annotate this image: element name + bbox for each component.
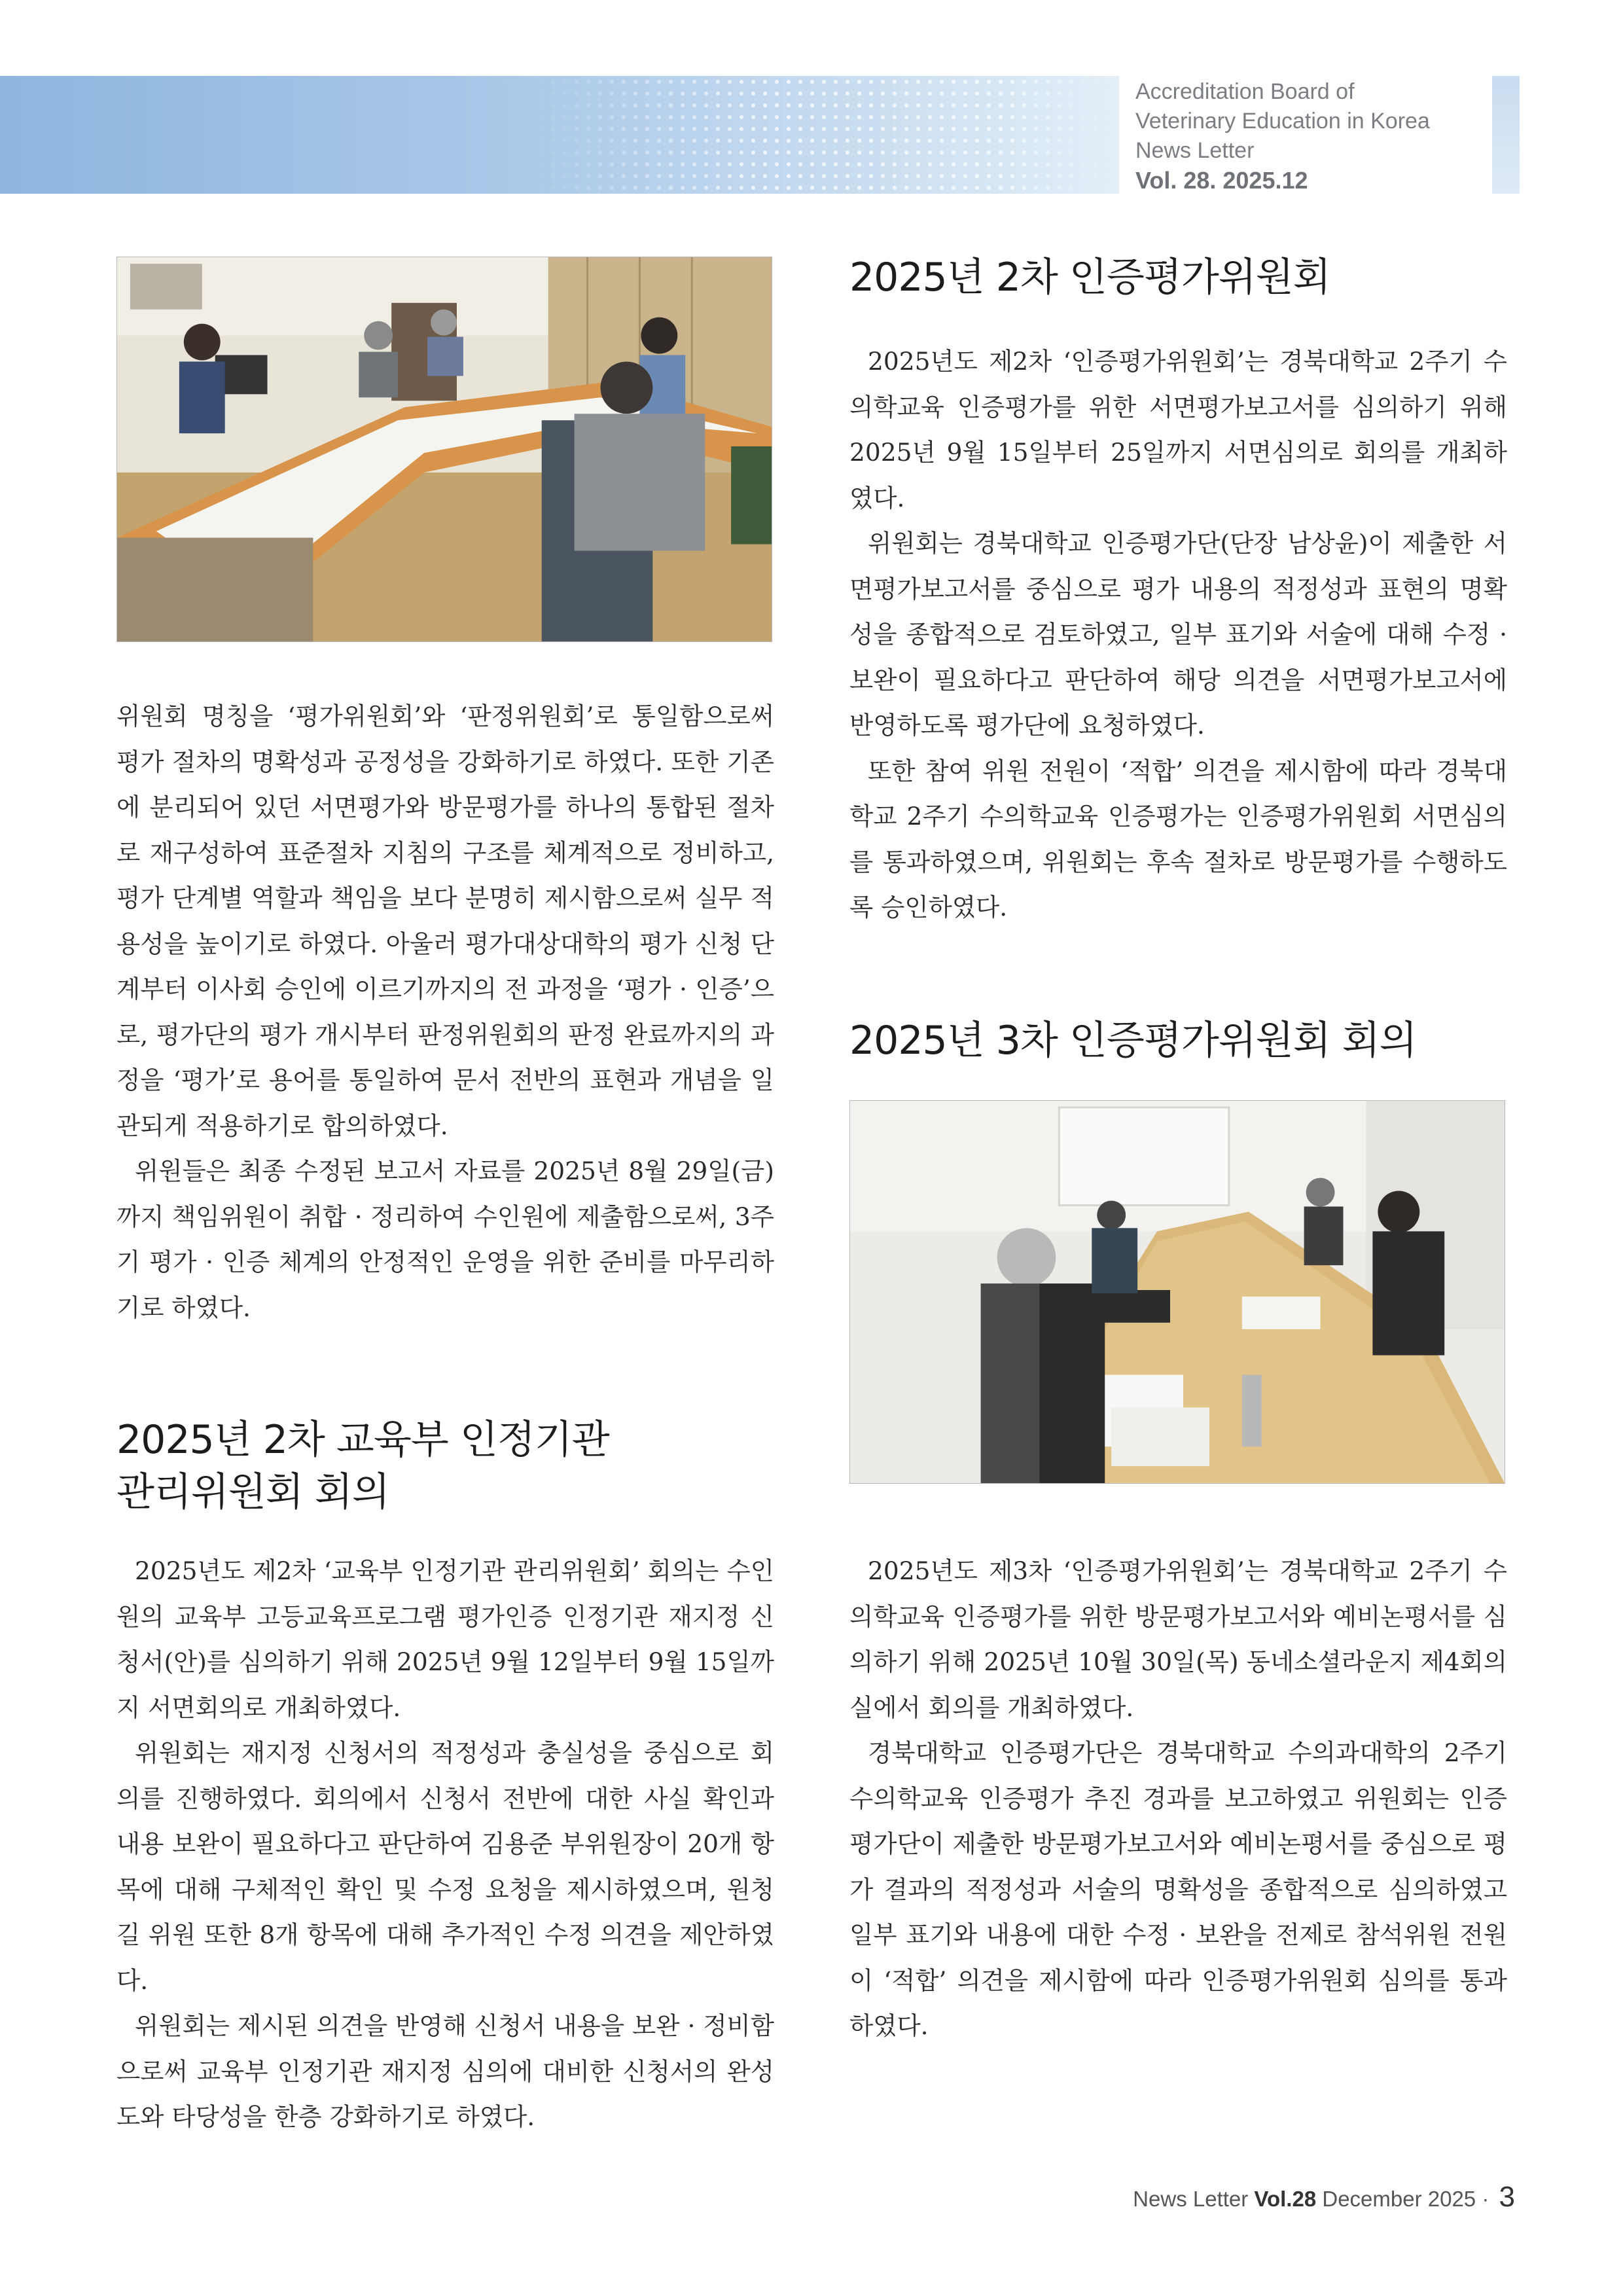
- second-section-text: [849, 339, 1507, 931]
- paragraph: 2025년도 제3차 ‘인증평가위원회’는 경북대학교 2주기 수의학교육 인증평가를 위한 방문평가보고서와 예비논평서를 심의하기 위해 2025년 10월 30일(목) 동네소셜라운지 제4회의실에서 회의를 개최하였다.: [849, 1556, 1507, 1722]
- paragraph: 위원들은 최종 수정된 보고서 자료를 2025년 8월 29일(금)까지 책임위원이 취합 · 정리하여 수인원에 제출함으로써, 3주기 평가 · 인증 체계의 안정적인 운영을 위한 준비를 마무리하기로 하였다.: [116, 1157, 774, 1322]
- section-title-line: 관리위원회 회의: [116, 1469, 389, 1515]
- paragraph: 위원회 명칭을 ‘평가위원회’와 ‘판정위원회’로 통일함으로써 평가 절차의 명확성과 공정성을 강화하기로 하였다. 또한 기존에 분리되어 있던 서면평가와 방문평가를 하나의 통합된 절차로 재구성하여 표준절차 지침의 구조를 체계적으로 정비하고, 평가 단계별 역할과 책임을 보다 분명히 제시함으로써 실무 적용성을 높이기로 하였다. 아울러 평가대상대학의 평가 신청 단계부터 이사회 승인에 이르기까지의 전 과정을 ‘평가 · 인증’으로, 평가단의 평가 개시부터 판정위원회의 판정 완료까지의 과정을 ‘평가’로 용어를 통일하여 문서 전반의 표현과 개념을 일관되게 적용하기로 합의하였다.: [116, 702, 774, 1140]
- section-title-third-committee: 2025년 3차 인증평가위원회 회의: [849, 1018, 1417, 1064]
- footer-separator: ·: [1482, 2187, 1489, 2211]
- meeting-photo-2: [849, 1100, 1505, 1484]
- banner-dot-pattern: [524, 76, 1119, 194]
- page-number: 3: [1499, 2181, 1515, 2213]
- section-title-line: 2025년 2차 교육부 인정기관: [116, 1417, 609, 1463]
- masthead-newsletter: News Letter: [1135, 138, 1255, 163]
- paragraph: 위원회는 경북대학교 인증평가단(단장 남상윤)이 제출한 서면평가보고서를 중심으로 평가 내용의 적정성과 표현의 명확성을 종합적으로 검토하였고, 일부 표기와 서술에 대해 수정 · 보완이 필요하다고 판단하여 해당 의견을 서면평가보고서에 반영하도록 평가단에 요청하였다.: [849, 529, 1507, 740]
- paragraph: 또한 참여 위원 전원이 ‘적합’ 의견을 제시함에 따라 경북대학교 2주기 수의학교육 인증평가는 인증평가위원회 서면심의를 통과하였으며, 위원회는 후속 절차로 방문평가를 수행하도록 승인하였다.: [849, 756, 1507, 922]
- masthead-volume: Vol. 28. 2025.12: [1135, 167, 1308, 194]
- masthead: [1135, 77, 1476, 195]
- page-footer: [1133, 2181, 1515, 2214]
- section-title-moe: [116, 1414, 609, 1518]
- masthead-org-line1: Accreditation Board of: [1135, 79, 1355, 104]
- masthead-org-line2: Veterinary Education in Korea: [1135, 109, 1430, 134]
- section-title-second-committee: 2025년 2차 인증평가위원회: [849, 255, 1330, 300]
- moe-section-text: [116, 1549, 774, 2140]
- left-column-text: [116, 694, 774, 1331]
- header-side-bar: [1492, 76, 1520, 194]
- paragraph: 경북대학교 인증평가단은 경북대학교 수의과대학의 2주기 수의학교육 인증평가 추진 경과를 보고하였고 위원회는 인증평가단이 제출한 방문평가보고서와 예비논평서를 중심으로 평가 결과의 적정성과 서술의 명확성을 종합적으로 심의하였고 일부 표기와 내용에 대한 수정 · 보완을 전제로 참석위원 전원이 ‘적합’ 의견을 제시함에 따라 인증평가위원회 심의를 통과하였다.: [849, 1738, 1507, 2040]
- paragraph: 위원회는 제시된 의견을 반영해 신청서 내용을 보완 · 정비함으로써 교육부 인정기관 재지정 심의에 대비한 신청서의 완성도와 타당성을 한층 강화하기로 하였다.: [116, 2011, 774, 2131]
- paragraph: 위원회는 재지정 신청서의 적정성과 충실성을 중심으로 회의를 진행하였다. 회의에서 신청서 전반에 대한 사실 확인과 내용 보완이 필요하다고 판단하여 김용준 부위원장이 20개 항목에 대해 구체적인 확인 및 수정 요청을 제시하였으며, 원청길 위원 또한 8개 항목에 대해 추가적인 수정 의견을 제안하였다.: [116, 1738, 774, 1995]
- header-banner: [0, 76, 1119, 194]
- third-section-text: [849, 1549, 1507, 2049]
- paragraph: 2025년도 제2차 ‘인증평가위원회’는 경북대학교 2주기 수의학교육 인증평가를 위한 서면평가보고서를 심의하기 위해 2025년 9월 15일부터 25일까지 서면심의로 회의를 개최하였다.: [849, 347, 1507, 512]
- meeting-photo-1: [116, 257, 772, 642]
- paragraph: 2025년도 제2차 ‘교육부 인정기관 관리위원회’ 회의는 수인원의 교육부 고등교육프로그램 평가인증 인정기관 재지정 신청서(안)를 심의하기 위해 2025년 9월 12일부터 9월 15일까지 서면회의로 개최하였다.: [116, 1556, 774, 1722]
- footer-volume: Vol.28: [1254, 2187, 1317, 2211]
- footer-date: December 2025: [1322, 2187, 1476, 2211]
- footer-label: News Letter: [1133, 2187, 1249, 2211]
